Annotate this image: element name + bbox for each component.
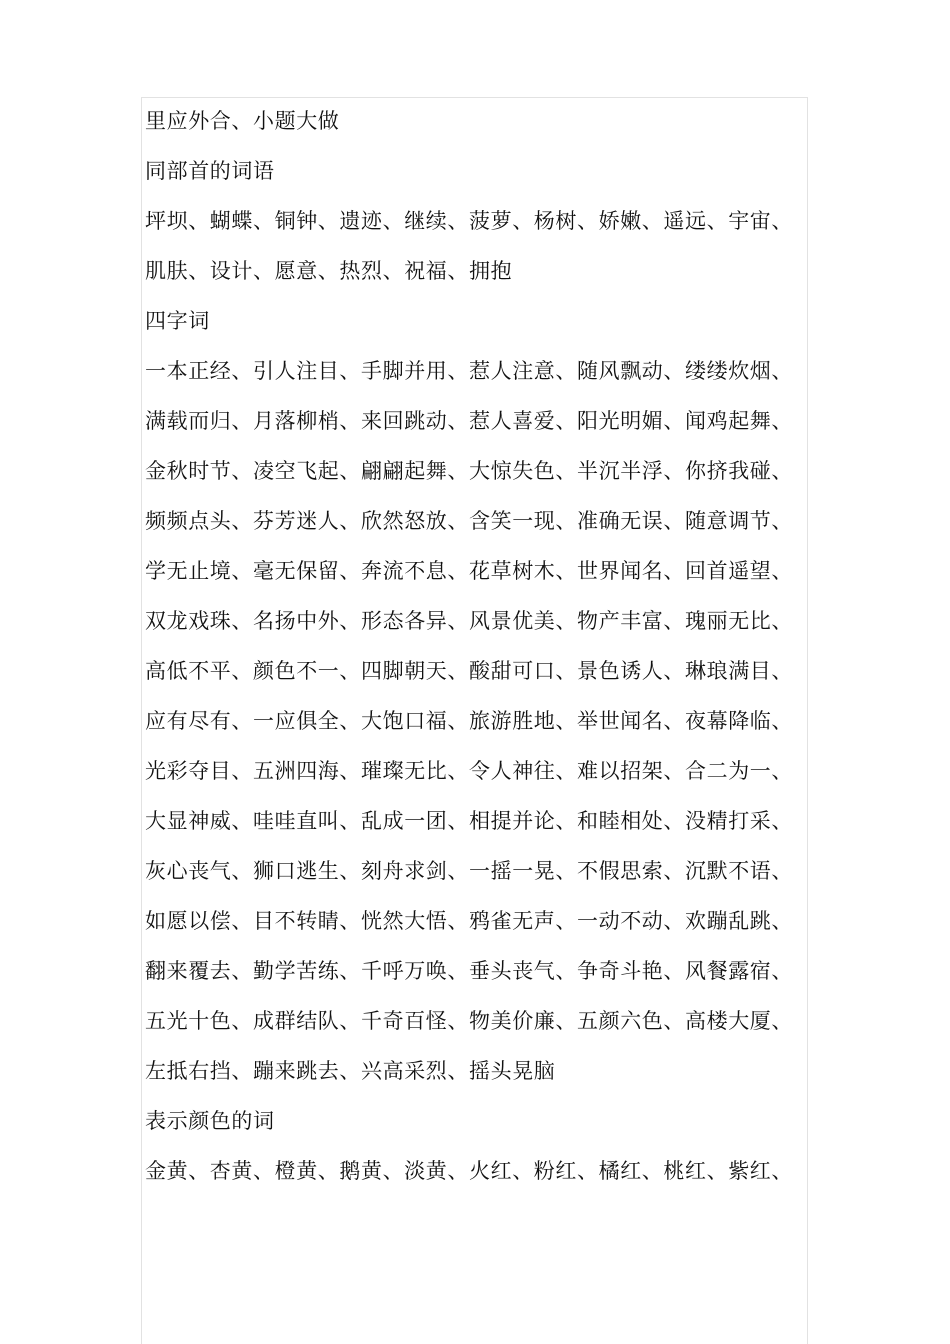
text-line: 灰心丧气、狮口逃生、刻舟求剑、一摇一晃、不假思索、沉默不语、 (145, 859, 793, 883)
document-body (145, 96, 845, 1196)
text-line: 双龙戏珠、名扬中外、形态各异、风景优美、物产丰富、瑰丽无比、 (145, 609, 793, 633)
section-heading-same-radical: 同部首的词语 (145, 159, 275, 183)
section-heading-four-character: 四字词 (145, 309, 210, 333)
text-line: 高低不平、颜色不一、四脚朝天、酸甜可口、景色诱人、琳琅满目、 (145, 659, 793, 683)
text-line: 翻来覆去、勤学苦练、千呼万唤、垂头丧气、争奇斗艳、风餐露宿、 (145, 959, 793, 983)
text-line: 如愿以偿、目不转睛、恍然大悟、鸦雀无声、一动不动、欢蹦乱跳、 (145, 909, 793, 933)
text-line: 左抵右挡、蹦来跳去、兴高采烈、摇头晃脑 (145, 1059, 556, 1083)
section-heading-color-words: 表示颜色的词 (145, 1109, 275, 1133)
text-line: 五光十色、成群结队、千奇百怪、物美价廉、五颜六色、高楼大厦、 (145, 1009, 793, 1033)
text-line: 光彩夺目、五洲四海、璀璨无比、令人神往、难以招架、合二为一、 (145, 759, 793, 783)
text-line: 里应外合、小题大做 (145, 109, 340, 133)
text-line: 金黄、杏黄、橙黄、鹅黄、淡黄、火红、粉红、橘红、桃红、紫红、 (145, 1159, 793, 1183)
text-line: 金秋时节、凌空飞起、翩翩起舞、大惊失色、半沉半浮、你挤我碰、 (145, 459, 793, 483)
text-line: 应有尽有、一应俱全、大饱口福、旅游胜地、举世闻名、夜幕降临、 (145, 709, 793, 733)
text-line: 一本正经、引人注目、手脚并用、惹人注意、随风飘动、缕缕炊烟、 (145, 359, 793, 383)
text-line: 学无止境、毫无保留、奔流不息、花草树木、世界闻名、回首遥望、 (145, 559, 793, 583)
text-line: 坪坝、蝴蝶、铜钟、遗迹、继续、菠萝、杨树、娇嫩、遥远、宇宙、 (145, 209, 793, 233)
text-line: 频频点头、芬芳迷人、欣然怒放、含笑一现、准确无误、随意调节、 (145, 509, 793, 533)
text-line: 肌肤、设计、愿意、热烈、祝福、拥抱 (145, 259, 513, 283)
text-line: 大显神威、哇哇直叫、乱成一团、相提并论、和睦相处、没精打采、 (145, 809, 793, 833)
text-line: 满载而归、月落柳梢、来回跳动、惹人喜爱、阳光明媚、闻鸡起舞、 (145, 409, 793, 433)
